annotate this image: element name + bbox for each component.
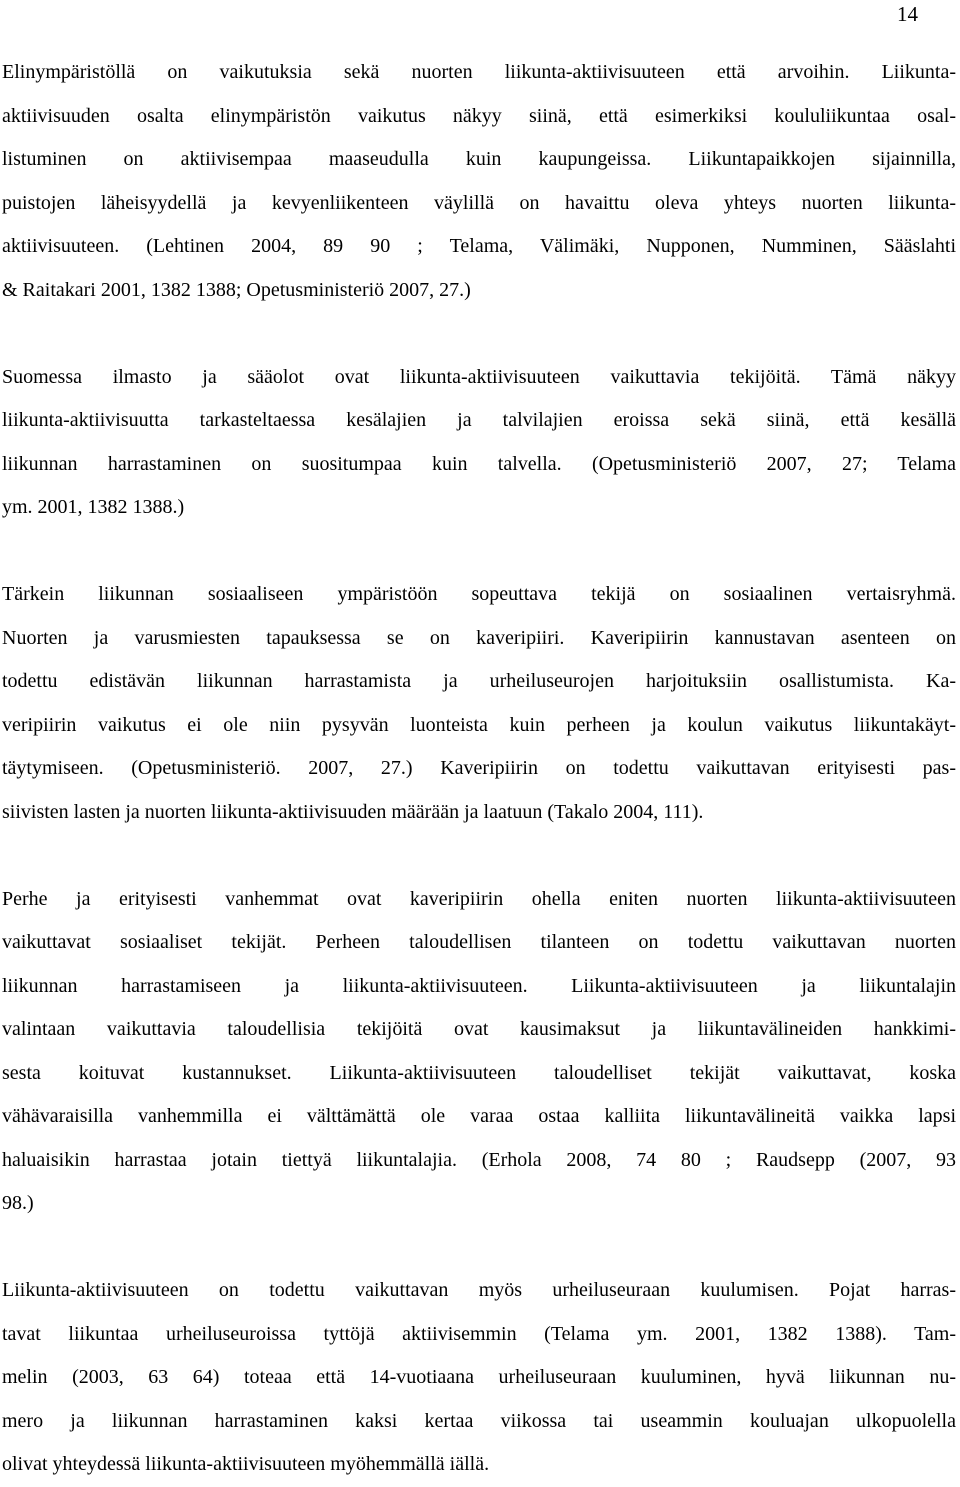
text-line: valintaan vaikuttavia taloudellisia tekijöitä ovat kausimaksut ja liikuntavälineiden hankkimi- <box>2 1018 956 1040</box>
text-line: Suomessa ilmasto ja sääolot ovat liikunta-aktiivisuuteen vaikuttavia tekijöitä. Tämä näkyy <box>2 365 956 388</box>
text-line: & Raitakari 2001, 1382 1388; Opetusministeriö 2007, 27.) <box>2 278 471 301</box>
text-line: siivisten lasten ja nuorten liikunta-aktiivisuuden määrään ja laatuun (Takalo 2004, 111). <box>2 800 704 823</box>
paragraph-spacer <box>2 530 956 574</box>
text-line: 98.) <box>2 1192 34 1214</box>
text-line: Nuorten ja varusmiesten tapauksessa se on kaveripiiri. Kaveripiirin kannustavan asenteen on <box>2 626 956 649</box>
paragraph-spacer <box>2 1226 956 1270</box>
text-line: Liikunta-aktiivisuuteen on todettu vaikuttavan myös urheiluseuraan kuulumisen. Pojat harras- <box>2 1279 956 1301</box>
text-line: liikunnan harrastamiseen ja liikunta-aktiivisuuteen. Liikunta-aktiivisuuteen ja liikuntalajin <box>2 974 956 997</box>
text-line: olivat yhteydessä liikunta-aktiivisuuteen myöhemmällä iällä. <box>2 1453 490 1475</box>
paragraph <box>2 878 956 1226</box>
text-line: veripiirin vaikutus ei ole niin pysyvän luonteista kuin perheen ja koulun vaikutus liikuntakäyt- <box>2 713 956 736</box>
text-line: aktiivisuuden osalta elinympäristön vaikutus näkyy siinä, että esimerkiksi koululiikuntaa osal- <box>2 104 956 127</box>
text-line: Tärkein liikunnan sosiaaliseen ympäristöön sopeuttava tekijä on sosiaalinen vertaisryhmä. <box>2 583 956 605</box>
text-line: Perhe ja erityisesti vanhemmat ovat kaveripiirin ohella eniten nuorten liikunta-aktiivisuuteen <box>2 887 956 910</box>
text-line: Elinympäristöllä on vaikutuksia sekä nuorten liikunta-aktiivisuuteen että arvoihin. Liikunta- <box>2 61 956 83</box>
text-line: täytymiseen. (Opetusministeriö. 2007, 27.) Kaveripiirin on todettu vaikuttavan erityisesti pas- <box>2 757 956 779</box>
text-line: todettu edistävän liikunnan harrastamista ja urheiluseurojen harjoituksiin osallistumista. Ka- <box>2 670 956 692</box>
paragraph-spacer <box>2 312 956 356</box>
text-line: vaikuttavat sosiaaliset tekijät. Perheen taloudellisen tilanteen on todettu vaikuttavan nuorten <box>2 931 956 953</box>
text-line: liikunta-aktiivisuutta tarkasteltaessa kesälajien ja talvilajien eroissa sekä siinä, että kesällä <box>2 409 956 431</box>
document-body <box>2 51 956 1487</box>
page-number: 14 <box>897 2 918 26</box>
text-line: sesta koituvat kustannukset. Liikunta-aktiivisuuteen taloudelliset tekijät vaikuttavat, koska <box>2 1061 956 1084</box>
paragraph <box>2 356 956 530</box>
text-line: tavat liikuntaa urheiluseuroissa tyttöjä aktiivisemmin (Telama ym. 2001, 1382 1388). Tam- <box>2 1322 956 1345</box>
text-line: listuminen on aktiivisempaa maaseudulla kuin kaupungeissa. Liikuntapaikkojen sijainnilla, <box>2 148 956 170</box>
text-line: ym. 2001, 1382 1388.) <box>2 496 185 518</box>
text-line: puistojen läheisyydellä ja kevyenliikenteen väylillä on havaittu oleva yhteys nuorten liikunta- <box>2 191 956 214</box>
paragraph <box>2 1269 956 1487</box>
text-line: mero ja liikunnan harrastaminen kaksi kertaa viikossa tai useammin kouluajan ulkopuolella <box>2 1409 956 1432</box>
paragraph <box>2 573 956 834</box>
paragraph-spacer <box>2 834 956 878</box>
text-line: haluaisikin harrastaa jotain tiettyä liikuntalajia. (Erhola 2008, 74 80 ; Raudsepp (2007, 93 <box>2 1148 956 1171</box>
text-line: liikunnan harrastaminen on suositumpaa kuin talvella. (Opetusministeriö 2007, 27; Telama <box>2 452 956 475</box>
paragraph <box>2 51 956 312</box>
text-line: melin (2003, 63 64) toteaa että 14-vuotiaana urheiluseuraan kuuluminen, hyvä liikunnan nu- <box>2 1366 956 1388</box>
text-line: aktiivisuuteen. (Lehtinen 2004, 89 90 ; Telama, Välimäki, Nupponen, Numminen, Sääslahti <box>2 235 956 257</box>
text-line: vähävaraisilla vanhemmilla ei välttämättä ole varaa ostaa kalliita liikuntavälineitä vaikka lapsi <box>2 1105 956 1127</box>
